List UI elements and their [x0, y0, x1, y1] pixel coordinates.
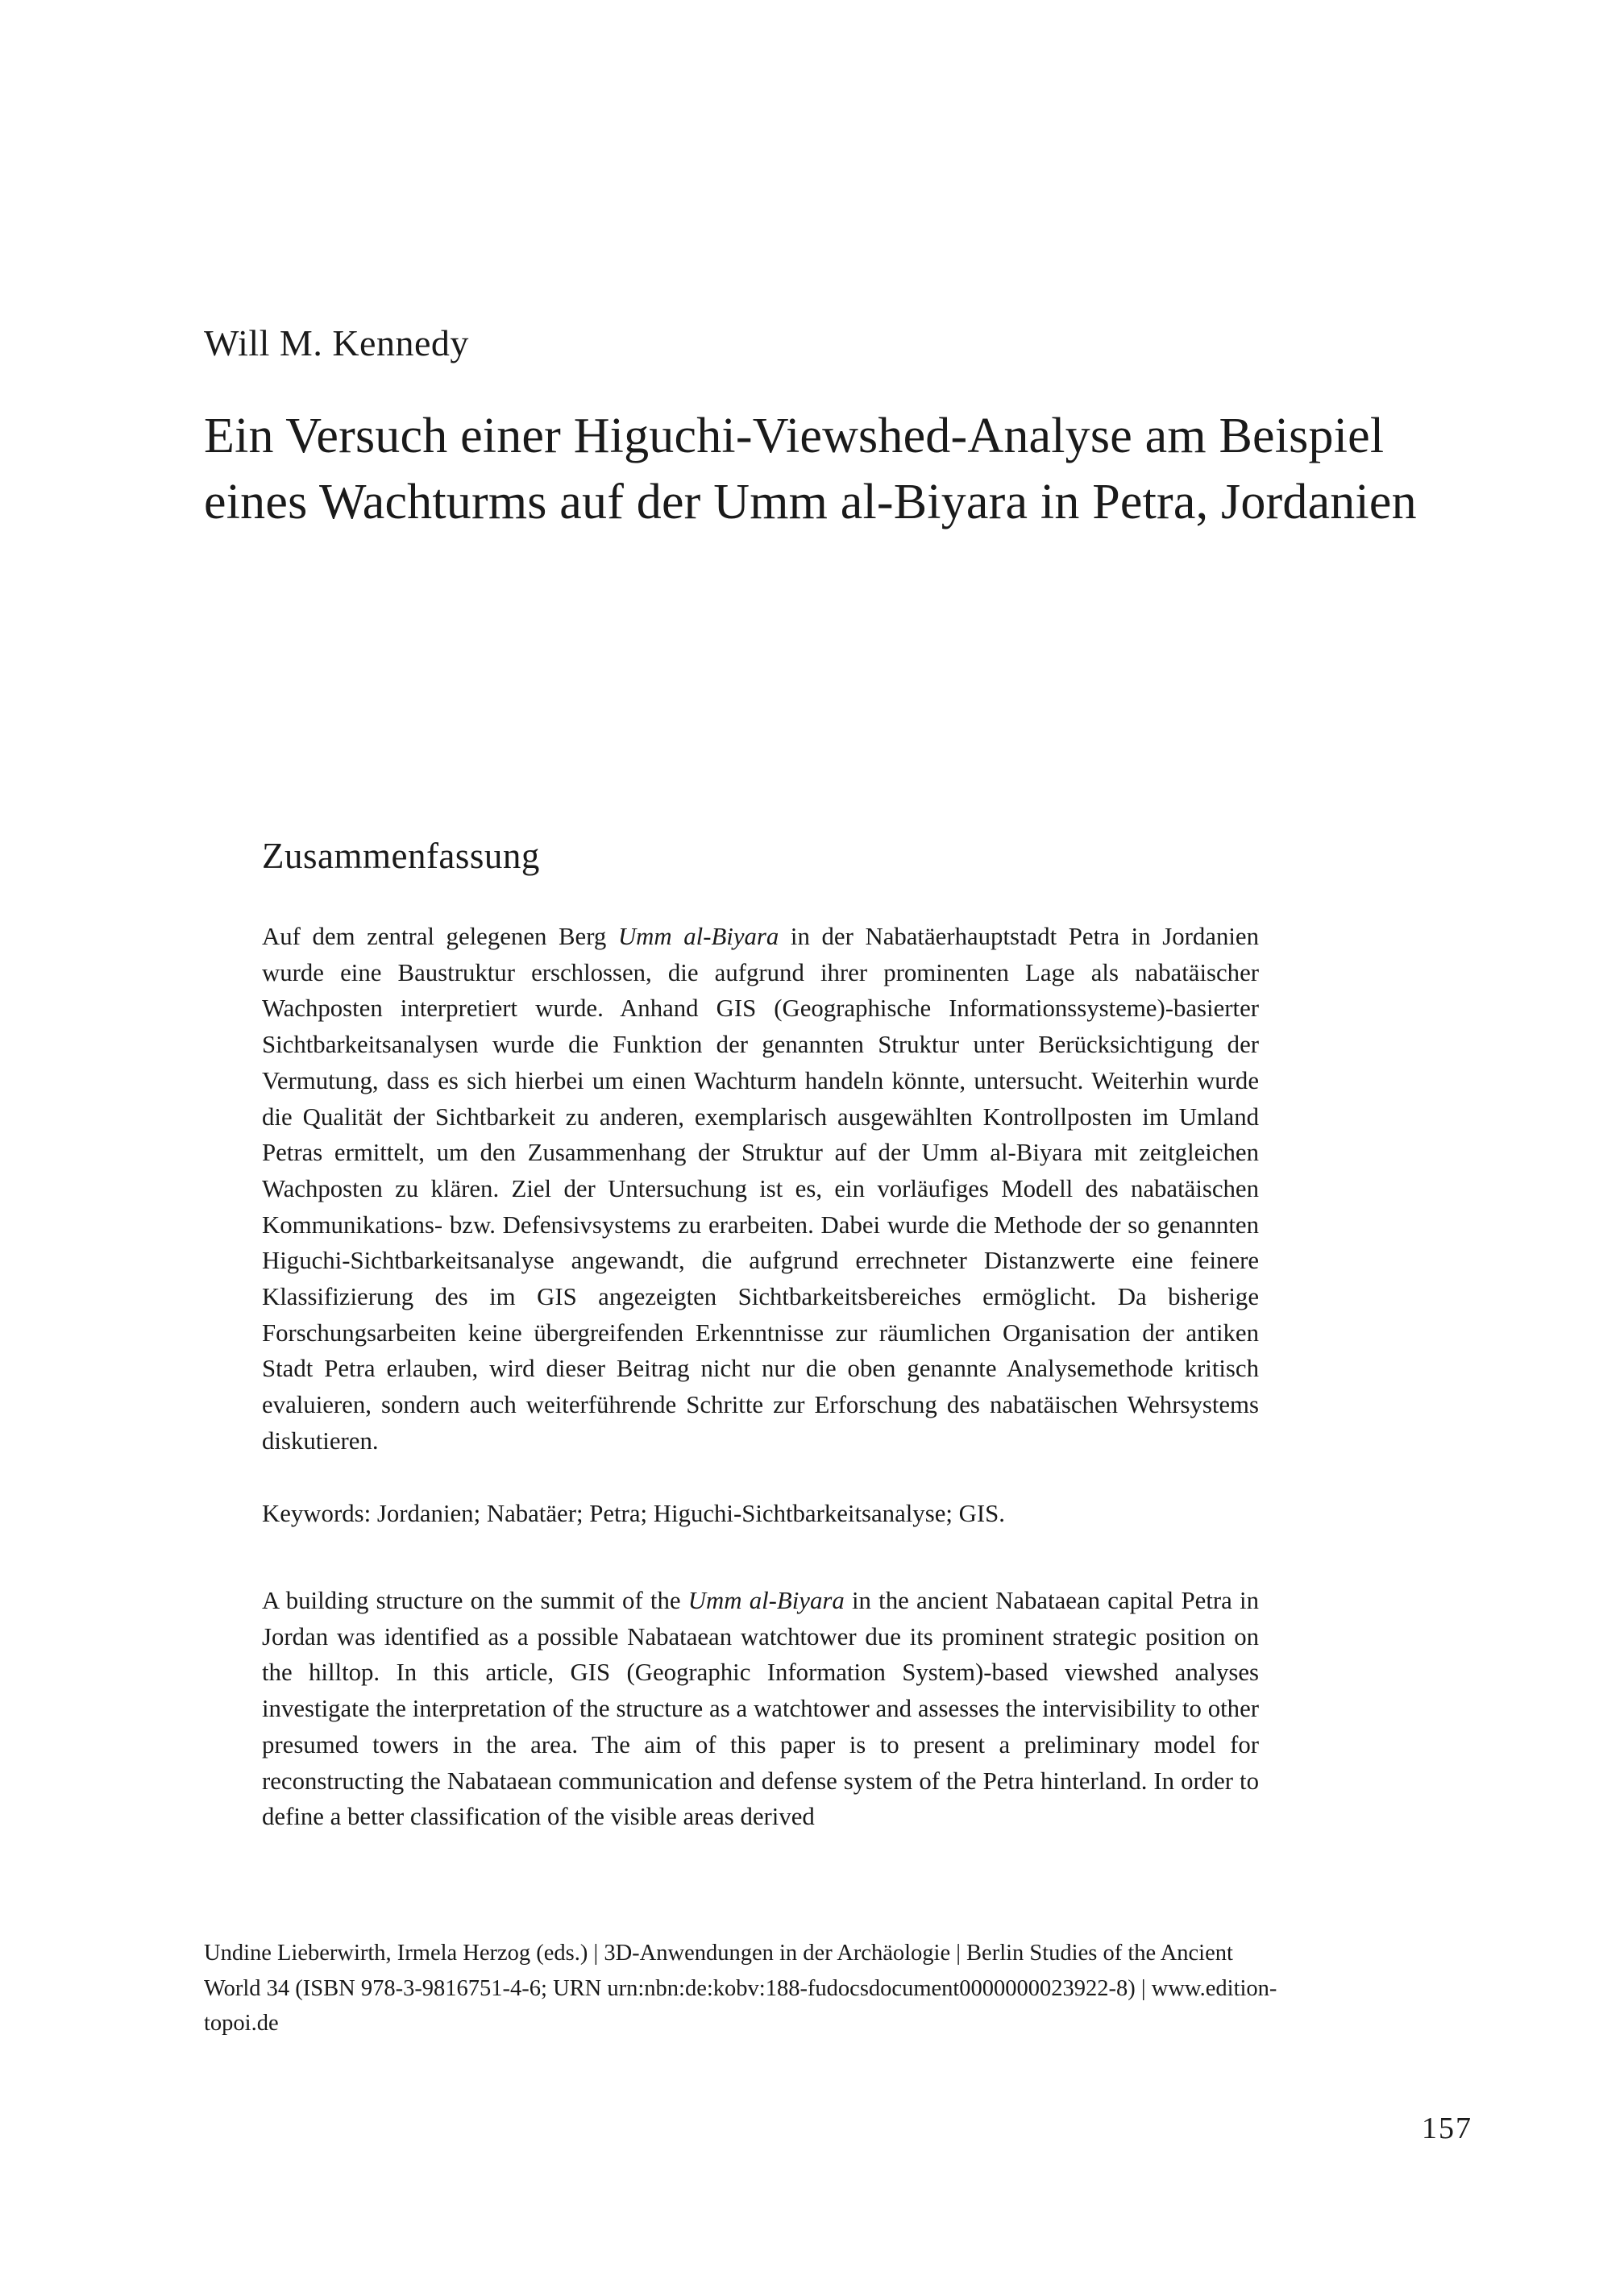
abstract-german: [262, 919, 1259, 1459]
section-heading: Zusammenfassung: [262, 836, 540, 876]
page-number: 157: [1422, 2111, 1472, 2145]
abstract-english-text: A building structure on the summit of the: [262, 1587, 688, 1614]
abstract-english: [262, 1583, 1259, 1835]
abstract-german-italic: Umm al-Biyara: [617, 923, 779, 950]
abstract-german-text: in der Nabatäerhauptstadt Petra in Jordanien wurde eine Baustruktur erschlossen, die aufgrund ihrer prominenten Lage als nabatäischer Wachposten interpretiert wurde. Anhand GIS (Geographische Informationssysteme)-basierter Sichtbarkeitsanalysen wurde die Funktion der genannten Struktur unter Berücksichtigung der Vermutung, dass es sich hierbei um einen Wachturm handeln könnte, untersucht. Weiterhin wurde die Qualität der Sichtbarkeit zu anderen, exemplarisch ausgewählten Kontrollposten im Umland Petras ermittelt, um den Zusammenhang der Struktur auf der Umm al-Biyara mit zeitgleichen Wachposten zu klären. Ziel der Untersuchung ist es, ein vorläufiges Modell des nabatäischen Kommunikations- bzw. Defensivsystems zu erarbeiten. Dabei wurde die Methode der so genannten Higuchi-Sichtbarkeitsanalyse angewandt, die aufgrund errechneter Distanzwerte eine feinere Klassifizierung des im GIS angezeigten Sichtbarkeitsbereiches ermöglicht. Da bisherige Forschungsarbeiten keine übergreifenden Erkenntnisse zur räumlichen Organisation der antiken Stadt Petra erlauben, wird dieser Beitrag nicht nur die oben genannte Analysemethode kritisch evaluieren, sondern auch weiterführende Schritte zur Erforschung des nabatäischen Wehrsystems diskutieren.: [262, 923, 1259, 1455]
abstract-german-text: Auf dem zentral gelegenen Berg: [262, 923, 618, 950]
keywords: Keywords: Jordanien; Nabatäer; Petra; Higuchi-Sichtbarkeitsanalyse; GIS.: [262, 1500, 1005, 1527]
author-name: Will M. Kennedy: [204, 322, 469, 363]
abstract-english-text: in the ancient Nabataean capital Petra in Jordan was identified as a possible Nabataean watchtower due its prominent strategic position on the hilltop. In this article, GIS (Geographic Information System)-based viewshed analyses investigate the interpretation of the structure as a watchtower and assesses the intervisibility to other presumed towers in the area. The aim of this paper is to present a preliminary model for reconstructing the Nabataean communication and defense system of the Petra hinterland. In order to define a better classification of the visible areas derived: [262, 1587, 1259, 1831]
article-title: Ein Versuch einer Higuchi-Viewshed-Analyse am Beispiel eines Wachturms auf der Umm al-Biyara in Petra, Jordanien: [204, 409, 1417, 529]
abstract-english-italic: Umm al-Biyara: [687, 1587, 845, 1614]
citation-footer: Undine Lieberwirth, Irmela Herzog (eds.) | 3D-Anwendungen in der Archäologie | Berlin Studies of the Ancient World 34 (ISBN 978-3-9816751-4-6; URN urn:nbn:de:kobv:188-fudocsdocument0000000023922-8) | www.edition-topoi.de: [204, 1941, 1277, 2036]
